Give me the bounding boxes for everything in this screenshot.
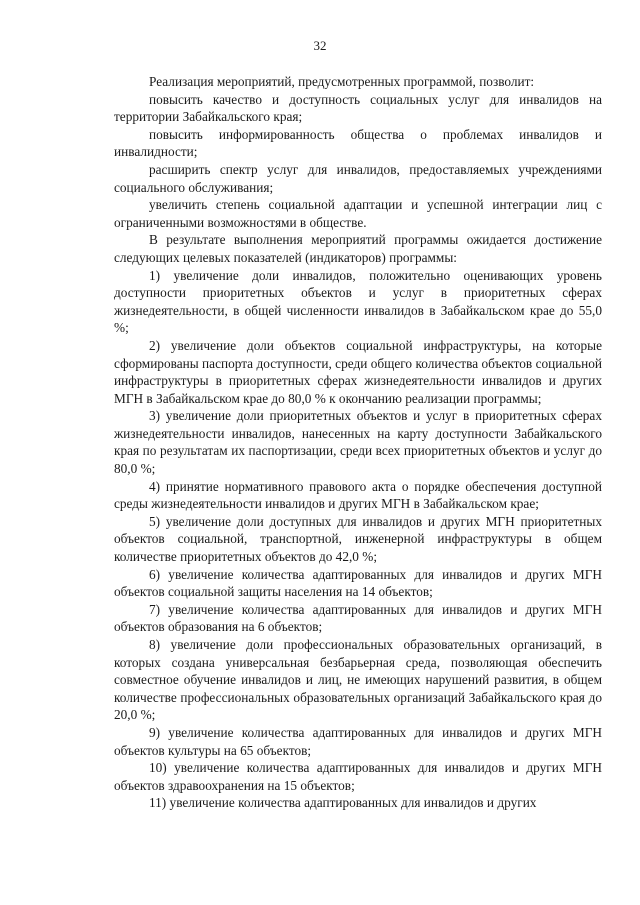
paragraph-goal-4: увеличить степень социальной адаптации и успешной интеграции лиц с ограниченными возможностями в обществе. <box>114 197 602 230</box>
indicator-item-2: 2) увеличение доли объектов социальной инфраструктуры, на которые сформированы паспорта доступности, среди общего количества объектов социальной инфраструктуры в приоритетных сферах жизнедеятельности инвалидов и других МГН в Забайкальском крае до 80,0 % к окончанию реализации программы; <box>114 337 602 406</box>
indicator-item-10: 10) увеличение количества адаптированных для инвалидов и других МГН объектов здравоохранения на 15 объектов; <box>114 760 602 793</box>
document-body <box>114 73 602 812</box>
paragraph-indicators-intro: В результате выполнения мероприятий программы ожидается достижение следующих целевых показателей (индикаторов) программы: <box>114 232 602 265</box>
indicator-item-4: 4) принятие нормативного правового акта о порядке обеспечения доступной среды жизнедеятельности инвалидов и других МГН в Забайкальском крае; <box>114 478 602 512</box>
paragraph-goal-1: повысить качество и доступность социальных услуг для инвалидов на территории Забайкальского края; <box>114 91 602 125</box>
indicator-item-11: 11) увеличение количества адаптированных для инвалидов и других <box>149 795 537 811</box>
indicator-item-6: 6) увеличение количества адаптированных для инвалидов и других МГН объектов социальной защиты населения на 14 объектов; <box>114 566 602 600</box>
indicator-item-8: 8) увеличение доли профессиональных образовательных организаций, в которых создана универсальная безбарьерная среда, позволяющая обеспечить совместное обучение инвалидов и лиц, не имеющих нарушений развития, в общем количестве профессиональных образовательных организаций Забайкальского края до 20,0 %; <box>114 637 602 723</box>
indicator-item-5: 5) увеличение доли доступных для инвалидов и других МГН приоритетных объектов социальной, транспортной, инженерной инфраструктуры в общем количестве приоритетных объектов до 42,0 %; <box>114 513 602 565</box>
paragraph-goal-3: расширить спектр услуг для инвалидов, предоставляемых учреждениями социального обслуживания; <box>114 161 602 195</box>
paragraph-goal-2: повысить информированность общества о проблемах инвалидов и инвалидности; <box>114 126 602 160</box>
paragraph-intro: Реализация мероприятий, предусмотренных программой, позволит: <box>149 74 535 89</box>
indicator-item-9: 9) увеличение количества адаптированных для инвалидов и других МГН объектов культуры на 65 объектов; <box>114 724 602 758</box>
indicator-item-1: 1) увеличение доли инвалидов, положительно оценивающих уровень доступности приоритетных объектов и услуг в приоритетных сферах жизнедеятельности, в общей численности инвалидов в Забайкальском крае до 55,0 %; <box>114 267 602 336</box>
page-number: 32 <box>313 38 327 53</box>
indicator-item-3: 3) увеличение доли приоритетных объектов и услуг в приоритетных сферах жизнедеятельности инвалидов, нанесенных на карту доступности Забайкальского края по результатам их паспортизации, среди всех приоритетных объектов и услуг до 80,0 %; <box>114 408 602 477</box>
indicator-item-7: 7) увеличение количества адаптированных для инвалидов и других МГН объектов образования на 6 объектов; <box>114 601 602 635</box>
